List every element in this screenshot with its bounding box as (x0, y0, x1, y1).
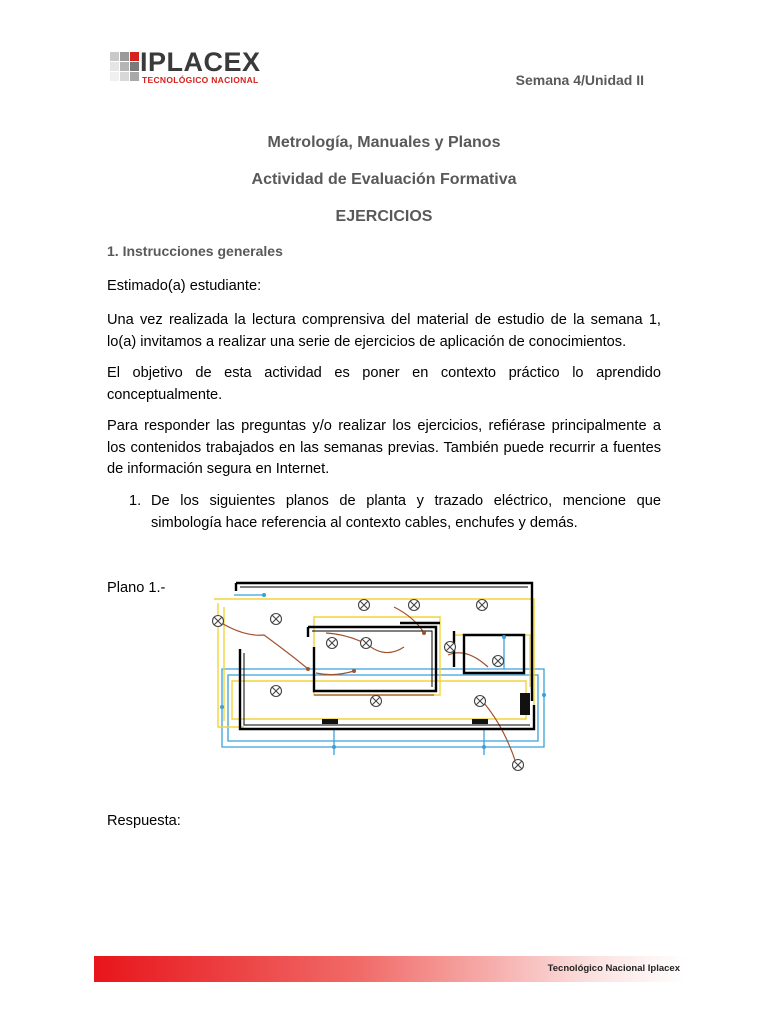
logo-name: IPLACEX (140, 47, 261, 77)
greeting-text: Estimado(a) estudiante: (107, 278, 262, 294)
instructions-heading: 1. Instrucciones generales (107, 243, 283, 259)
iplacex-logo (110, 48, 260, 86)
footer-text: Tecnológico Nacional Iplacex (547, 963, 680, 974)
activity-title: Actividad de Evaluación Formativa (251, 171, 517, 188)
paragraph-intro: Una vez realizada la lectura comprensiva del material de estudio de la semana 1, lo(a) invitamos a realizar una serie de ejercicios de aplicación de conocimientos. (107, 312, 661, 350)
door-symbol (322, 719, 338, 724)
paragraph-objective: El objetivo de esta actividad es poner en contexto práctico lo aprendido conceptualmente. (107, 365, 661, 403)
exercise-text: De los siguientes planos de planta y trazado eléctrico, mencione que simbología hace referencia al contexto cables, enchufes y demás. (151, 493, 661, 531)
section-title: EJERCICIOS (335, 208, 433, 225)
door-symbol (472, 719, 488, 724)
logo-subtitle: TECNOLÓGICO NACIONAL (142, 75, 259, 85)
logo-mosaic-icon (110, 48, 140, 84)
plan-label: Plano 1.- (107, 580, 166, 596)
electrical-floor-plan (204, 577, 556, 777)
exercise-item (129, 491, 661, 534)
week-label: Semana 4/Unidad II (515, 72, 644, 88)
paragraph-resources: Para responder las preguntas y/o realizar los ejercicios, refiérase principalmente a los contenidos trabajados en las semanas previas. También puede recurrir a fuentes de información segura en Internet. (107, 418, 661, 477)
course-title: Metrología, Manuales y Planos (267, 134, 501, 151)
answer-label: Respuesta: (107, 813, 181, 829)
panel-symbol (520, 693, 530, 715)
exercise-number: 1. (129, 493, 142, 509)
